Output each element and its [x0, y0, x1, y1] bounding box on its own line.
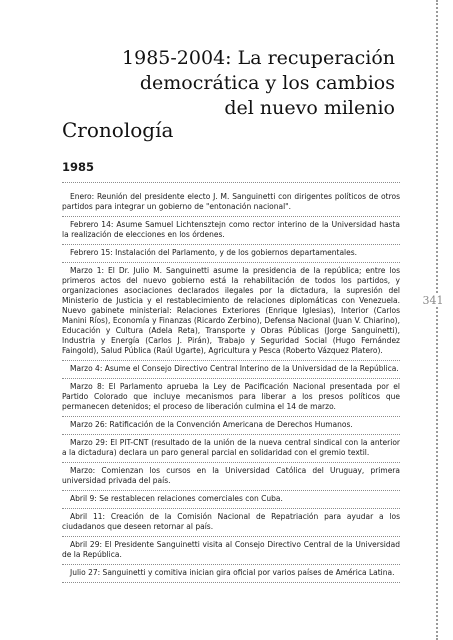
chronology-entry: Abril 11: Creación de la Comisión Nacional de Repatriación para ayudar a los ciudadanos que deseen retornar al país.	[62, 509, 400, 537]
chronology-entry: Marzo 29: El PIT-CNT (resultado de la unión de la nueva central sindical con la anterior a la dictadura) declara un paro general parcial en solidaridad con el gremio textil.	[62, 435, 400, 463]
chronology-entry: Abril 9: Se restablecen relaciones comerciales con Cuba.	[62, 491, 400, 509]
chronology-entry: Marzo 1: El Dr. Julio M. Sanguinetti asume la presidencia de la república; entre los primeros actos del nuevo gobierno está la rehabilitación de todos los partidos, y organizaciones asociaciones declarados ilegales por la dictadura, la supresión del Ministerio de Justicia y el restablecimiento de relaciones diplomáticas con Venezuela. Nuevo gabinete ministerial: Relaciones Exteriores (Enrique Iglesias), Interior (Carlos Manini Ríos), Economía y Finanzas (Ricardo Zerbino), Defensa Nacional (Juan V. Chiarino), Educación y Cultura (Adela Reta), Transporte y Obras Públicas (Jorge Sanguinetti), Industria y Energía (Carlos J. Pirán), Trabajo y Seguridad Social (Hugo Fernández Faingold), Salud Pública (Raúl Ugarte), Agricultura y Pesca (Roberto Vázquez Platero).	[62, 263, 400, 361]
chronology-entry: Julio 27: Sanguinetti y comitiva inician gira oficial por varios países de América Latina.	[62, 565, 400, 583]
chronology-entry: Abril 29: El Presidente Sanguinetti visita al Consejo Directivo Central de la Universidad de la República.	[62, 537, 400, 565]
page-number: 341	[418, 294, 448, 307]
chronology-content	[62, 160, 400, 583]
divider	[62, 182, 400, 183]
chronology-entry: Marzo 26: Ratificación de la Convención Americana de Derechos Humanos.	[62, 417, 400, 435]
chronology-entry: Marzo 8: El Parlamento aprueba la Ley de Pacificación Nacional presentada por el Partido Colorado que incluye mecanismos para liberar a los presos políticos que permanecen detenidos; el proceso de liberación culmina el 14 de marzo.	[62, 379, 400, 417]
chapter-title-line-2: democrática y los cambios	[139, 72, 395, 94]
chronology-entry: Marzo: Comienzan los cursos en la Universidad Católica del Uruguay, primera universidad privada del país.	[62, 463, 400, 491]
margin-dotted-rule	[436, 0, 438, 640]
chronology-entry: Marzo 4: Asume el Consejo Directivo Central Interino de la Universidad de la República.	[62, 361, 400, 379]
chronology-entry: Febrero 14: Asume Samuel Lichtensztejn como rector interino de la Universidad hasta la realización de elecciones en los órdenes.	[62, 217, 400, 245]
chapter-title	[95, 46, 395, 121]
chronology-entry: Enero: Reunión del presidente electo J. M. Sanguinetti con dirigentes políticos de otros partidos para integrar un gobierno de "entonación nacional".	[62, 189, 400, 217]
chapter-title-line-3: del nuevo milenio	[224, 97, 395, 119]
section-heading: Cronología	[62, 118, 174, 142]
year-heading: 1985	[62, 160, 95, 174]
chronology-entry: Febrero 15: Instalación del Parlamento, y de los gobiernos departamentales.	[62, 245, 400, 263]
chapter-title-line-1: 1985-2004: La recuperación	[122, 47, 395, 69]
